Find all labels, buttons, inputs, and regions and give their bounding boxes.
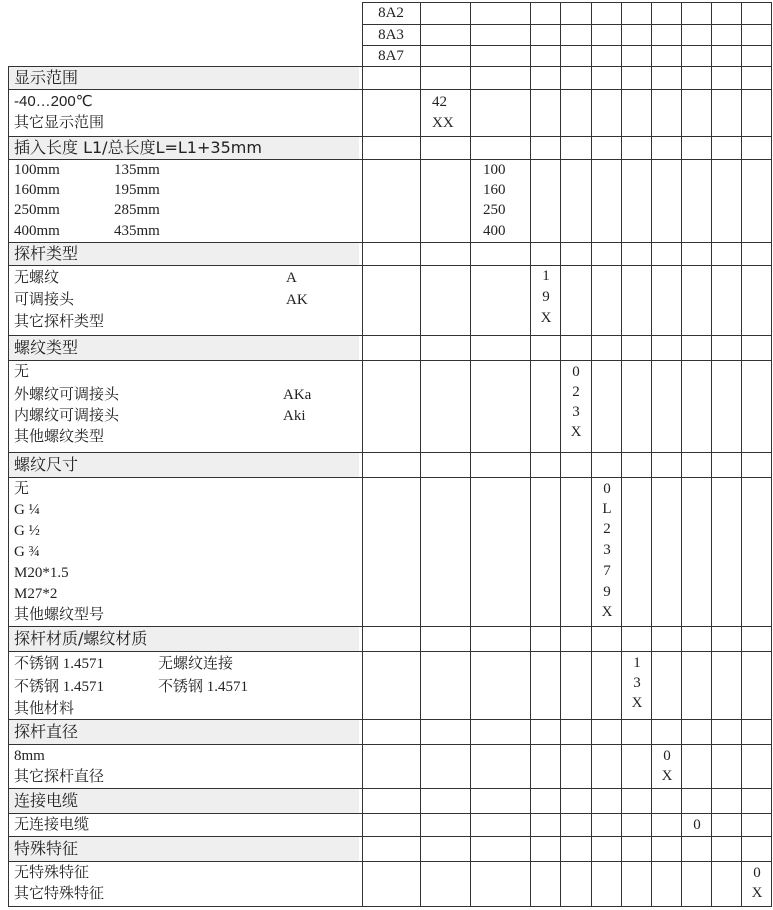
option-abbr: A	[286, 270, 297, 286]
option-label: M20*1.5	[14, 565, 69, 581]
option-label: 外螺纹可调接头	[14, 387, 120, 403]
grid-line	[741, 2, 742, 907]
option-label: 160mm	[14, 182, 60, 198]
option-label: 8mm	[14, 748, 45, 764]
grid-line	[8, 744, 772, 745]
grid-line	[8, 452, 772, 453]
option-code: X	[631, 695, 643, 711]
option-code: X	[751, 885, 763, 901]
grid-line	[362, 2, 363, 907]
option-label: 无螺纹	[14, 270, 60, 286]
grid-line	[8, 66, 9, 907]
grid-line	[8, 242, 772, 243]
option-code: 250	[483, 202, 506, 218]
option-label: 其他材料	[14, 701, 75, 717]
grid-line	[8, 651, 772, 652]
grid-line	[8, 265, 772, 266]
grid-line	[470, 2, 471, 907]
option-code: 0	[572, 364, 580, 380]
option-label: M27*2	[14, 586, 58, 602]
option-label: 其它特殊特征	[14, 886, 105, 902]
grid-line	[8, 788, 772, 789]
option-label: 400mm	[14, 223, 60, 239]
section-title: 显示范围	[14, 68, 79, 87]
option-code: X	[570, 424, 582, 440]
option-label: 其它探杆类型	[14, 314, 105, 330]
grid-line	[591, 2, 592, 907]
grid-line	[560, 2, 561, 907]
option-label: 可调接头	[14, 292, 75, 308]
option-code: 3	[633, 675, 641, 691]
option-code: 3	[603, 542, 611, 558]
option-abbr: Aki	[283, 408, 306, 424]
section-title: 探杆类型	[14, 244, 79, 263]
option-label: 无	[14, 481, 30, 497]
option-label: 无连接电缆	[14, 817, 90, 833]
model-code: 8A3	[378, 27, 404, 43]
option-code: 3	[572, 404, 580, 420]
option-label: G ¾	[14, 544, 40, 560]
grid-line	[621, 2, 622, 907]
option-code: 1	[542, 268, 550, 284]
grid-line	[530, 2, 531, 907]
grid-line	[8, 719, 772, 720]
option-label: 不锈钢 1.4571	[158, 679, 249, 695]
option-abbr: AK	[286, 292, 308, 308]
option-code: 9	[603, 584, 611, 600]
grid-line	[8, 89, 772, 90]
option-code: 42	[432, 94, 447, 110]
section-title: 连接电缆	[14, 791, 79, 810]
model-code: 8A2	[378, 5, 404, 21]
option-label: 100mm	[14, 162, 60, 178]
option-code: 160	[483, 182, 506, 198]
grid-line	[8, 906, 772, 907]
option-code: 9	[542, 289, 550, 305]
grid-line	[8, 836, 772, 837]
option-label: 其他螺纹类型	[14, 429, 105, 445]
section-title: 特殊特征	[14, 839, 79, 858]
option-code: 2	[603, 521, 611, 537]
option-code: 400	[483, 223, 506, 239]
option-label: 195mm	[114, 182, 160, 198]
grid-line	[8, 360, 772, 361]
option-label: 135mm	[114, 162, 160, 178]
option-code: X	[661, 768, 673, 784]
model-code: 8A7	[378, 48, 404, 64]
option-label: 不锈钢 1.4571	[14, 656, 105, 672]
grid-line	[420, 2, 421, 907]
option-code: 1	[633, 655, 641, 671]
option-label: 其它显示范围	[14, 115, 105, 131]
option-label: -40…200℃	[14, 93, 93, 110]
option-label: 其它探杆直径	[14, 769, 105, 785]
grid-line	[8, 813, 772, 814]
option-abbr: AKa	[283, 387, 312, 403]
option-code: 0	[663, 748, 671, 764]
option-label: 无螺纹连接	[158, 656, 234, 672]
option-label: 其他螺纹型号	[14, 607, 105, 623]
option-code: 7	[603, 563, 611, 579]
grid-line	[771, 2, 772, 907]
option-label: 250mm	[14, 202, 60, 218]
grid-line	[8, 335, 772, 336]
option-label: 内螺纹可调接头	[14, 408, 120, 424]
option-code: 0	[753, 865, 761, 881]
option-label: G ½	[14, 523, 40, 539]
option-code: L	[602, 501, 612, 517]
grid-line	[8, 136, 772, 137]
option-code: 0	[603, 481, 611, 497]
option-code: XX	[432, 115, 454, 131]
option-code: X	[601, 604, 613, 620]
option-code: X	[540, 310, 552, 326]
section-title: 插入长度 L1/总长度L=L1+35mm	[14, 138, 262, 157]
grid-line	[8, 861, 772, 862]
option-label: 不锈钢 1.4571	[14, 679, 105, 695]
section-title: 探杆材质/螺纹材质	[14, 629, 148, 648]
section-title: 螺纹类型	[14, 338, 79, 357]
option-label: 435mm	[114, 223, 160, 239]
grid-line	[711, 2, 712, 907]
grid-line	[8, 626, 772, 627]
option-label: 无	[14, 364, 30, 380]
option-code: 100	[483, 162, 506, 178]
grid-line	[8, 477, 772, 478]
option-label: 无特殊特征	[14, 865, 90, 881]
section-title: 螺纹尺寸	[14, 455, 79, 474]
section-title: 探杆直径	[14, 722, 79, 741]
option-code: 2	[572, 384, 580, 400]
option-label: G ¼	[14, 502, 40, 518]
option-label: 285mm	[114, 202, 160, 218]
option-code: 0	[693, 817, 701, 833]
